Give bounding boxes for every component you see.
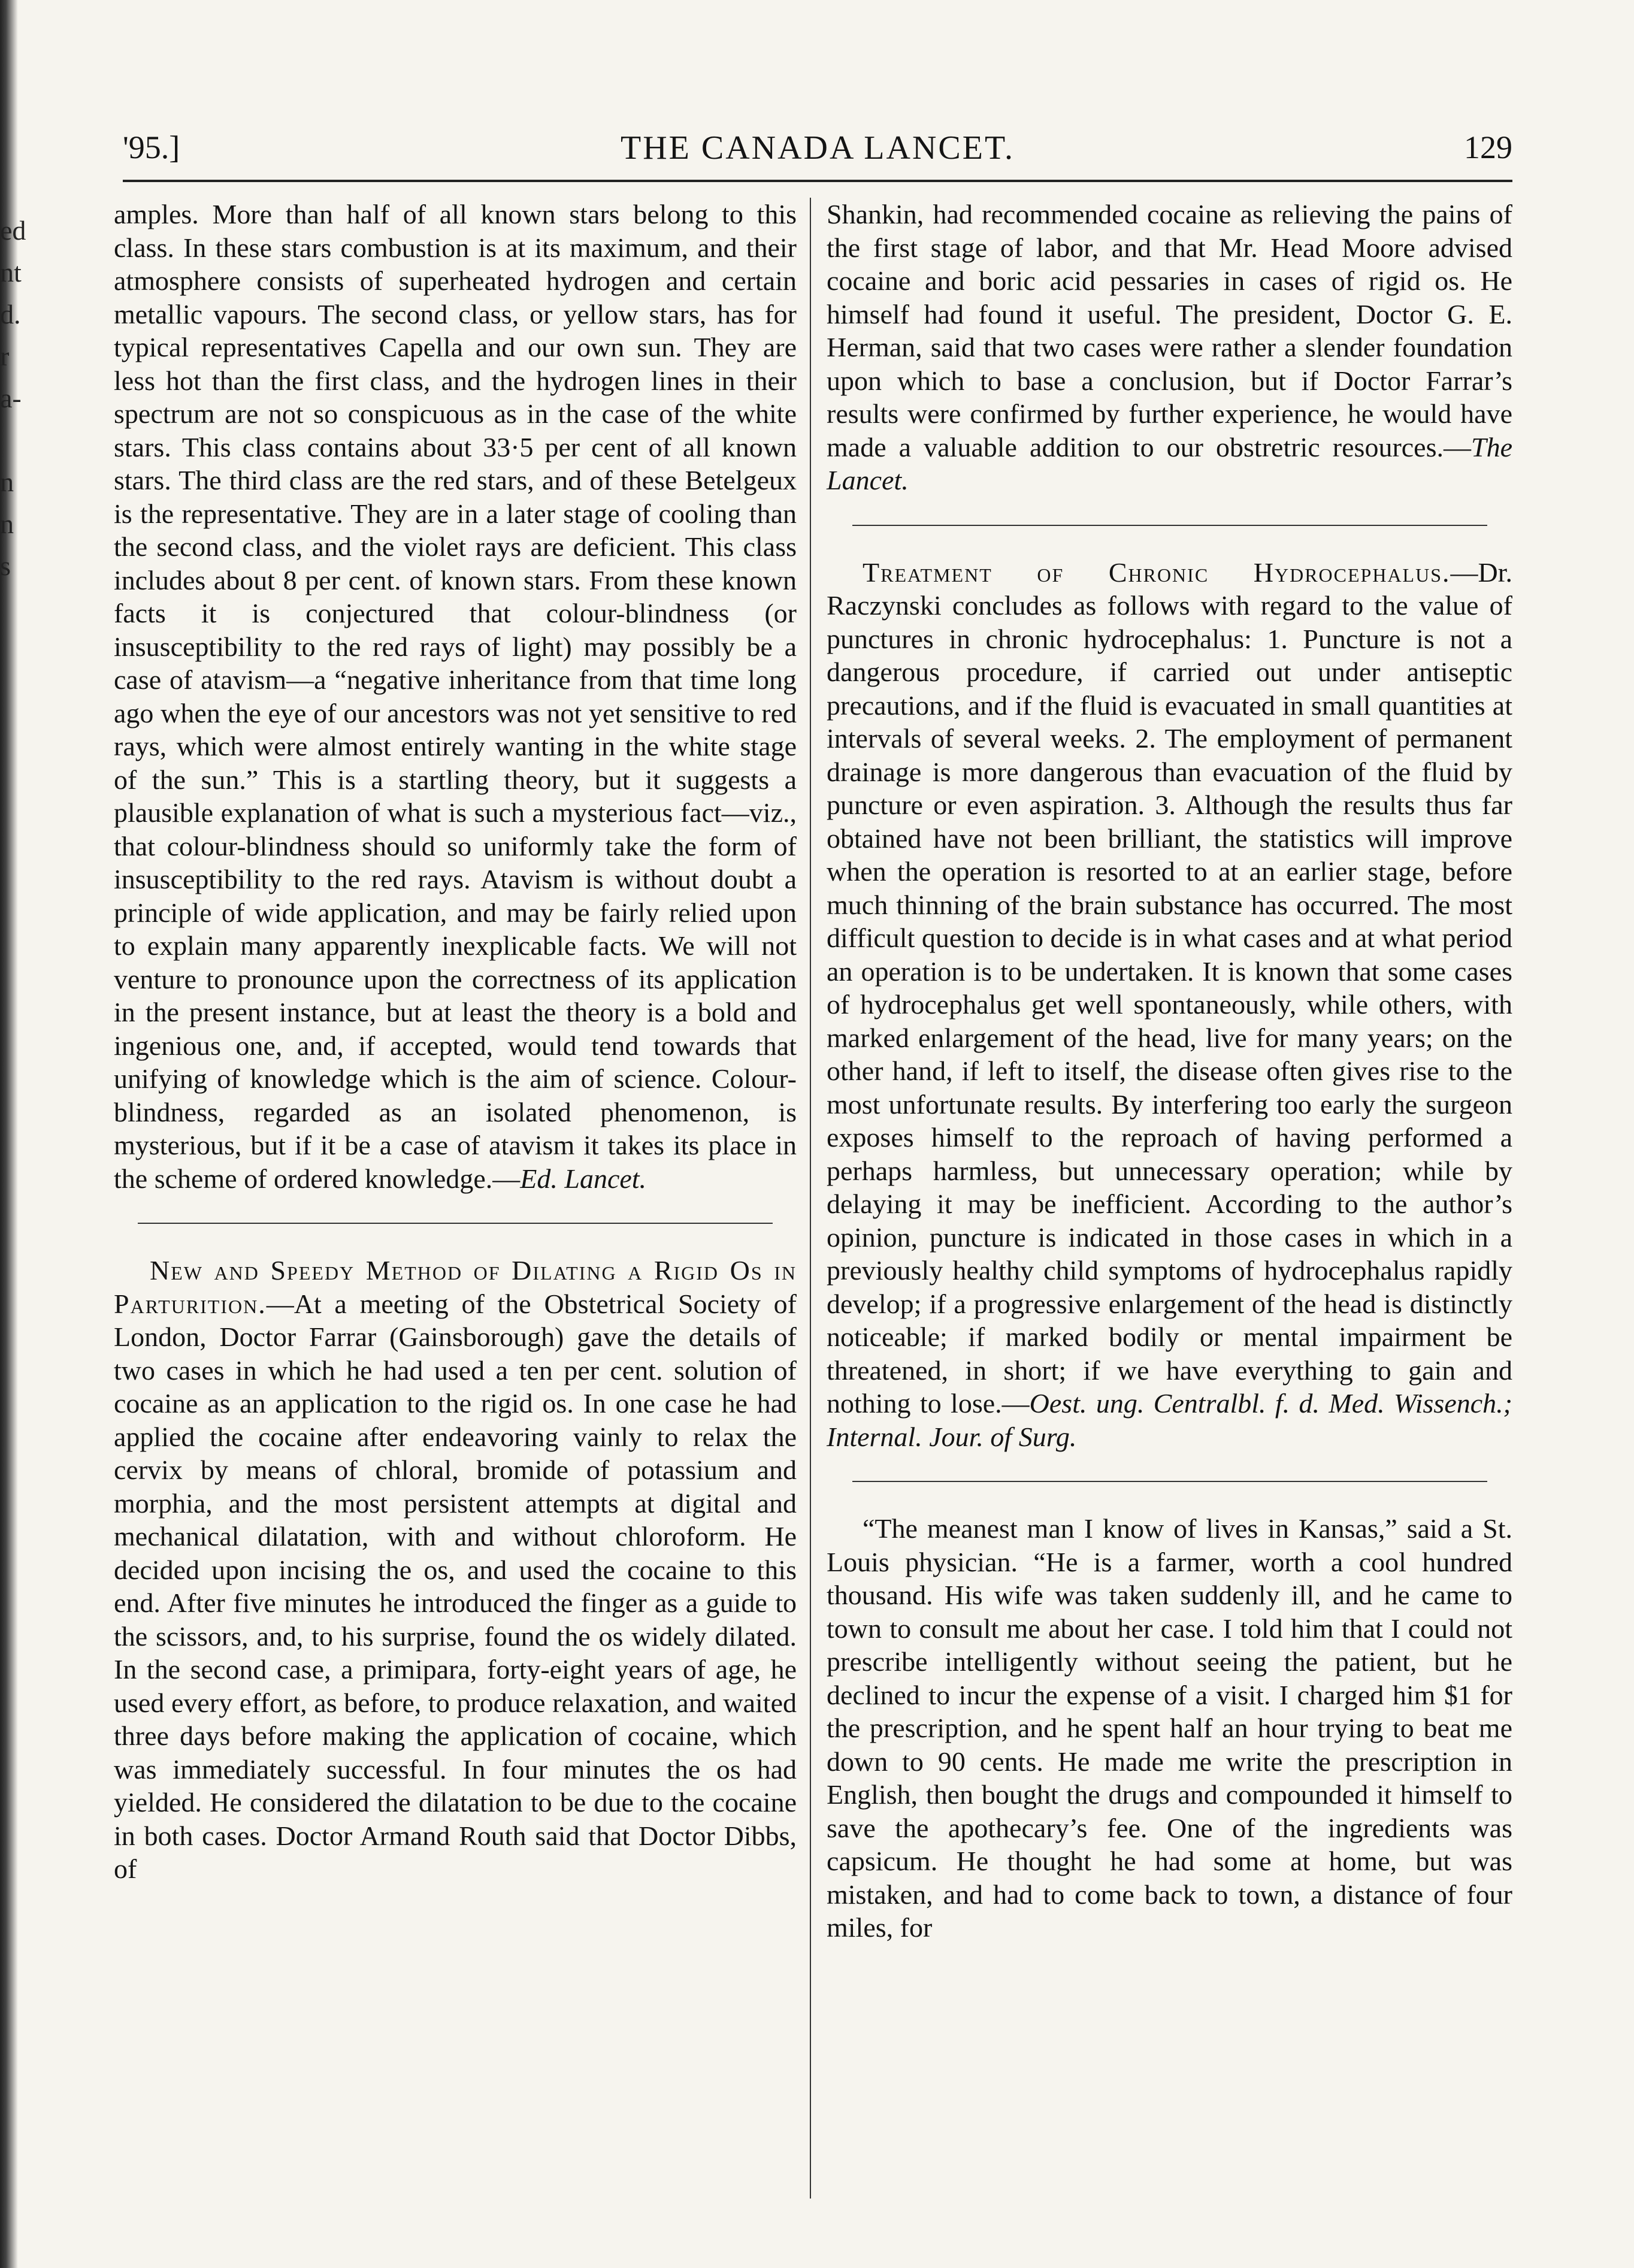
article-source: The Lancet. (827, 431, 1512, 495)
article-meanest-man (827, 1512, 1512, 1945)
edge-fragment: n (0, 467, 14, 497)
edge-fragment: s (0, 551, 11, 581)
article-cocaine-os (114, 1254, 797, 1886)
header-year: '95.] (123, 129, 180, 165)
edge-fragment: a- (0, 383, 22, 413)
article-source: Oest. ung. Centralbl. f. d. Med. Wissench.; Internal. Jour. of Surg. (827, 1388, 1512, 1452)
edge-fragment: r (0, 341, 10, 371)
right-column (827, 198, 1512, 1945)
adjacent-page-fragments (0, 210, 36, 587)
column-divider (810, 198, 811, 2199)
article-hydrocephalus (827, 556, 1512, 1454)
article-separator (138, 1223, 773, 1224)
running-header (123, 129, 1512, 177)
article-separator (852, 1481, 1487, 1482)
journal-title: THE CANADA LANCET. (620, 129, 1015, 167)
article-title: Treatment of Chronic Hydrocephalus. (863, 557, 1451, 588)
continued-article-text: amples. More than half of all known stars belong to this class. In these stars combustion is at its maximum, and their atmosphere consists of superheated hydrogen and certain metallic vapours. The second class, or yellow stars, has for typical representatives Capella and our own sun. They are less hot than the first class, and the hydrogen lines in their spectrum are not so conspicuous as in the case of the white stars. This class contains about 33·5 per cent of all known stars. The third class are the red stars, and of these Betelgeux is the representative. They are in a later stage of cooling than the second class, and the violet rays are deficient. This class includes about 8 per cent. of known stars. From these known facts it is conjectured that colour-blindness (or insusceptibility to the red rays of light) may possibly be a case of atavism—a “negative inheritance from that time long ago when the eye of our ancestors was not yet sensitive to red rays, which were almost entirely wanting in the white stage of the sun.” This is a startling theory, but it suggests a plausible explanation of what is such a mysterious fact—viz., that colour-blindness should so uniformly take the form of insusceptibility to the red rays. Atavism is without doubt a principle of wide application, and may be fairly relied upon to explain many apparently inexplicable facts. We will not venture to pronounce upon the correctness of its application in the present instance, but at least the theory is a bold and ingenious one, and, if accepted, would tend towards that unifying of knowledge which is the aim of science. Colour-blindness, regarded as an isolated phenomenon, is mysterious, but if it be a case of atavism it takes its place in the scheme of ordered knowledge.—Ed. Lancet. (114, 199, 797, 1194)
edge-fragment: ed (0, 215, 26, 246)
edge-fragment: n (0, 509, 14, 539)
article-body: —At a meeting of the Obstetrical Society of London, Doctor Farrar (Gainsborough) gave the details of two cases in which he had used a ten per cent. solution of cocaine as an application to the rigid os. In one case he had applied the cocaine after endeavoring vainly to relax the cervix by means of chloral, bromide of potassium and morphia, and the most persistent attempts at digital and mechanical dilatation, with and without chloroform. He decided upon incising the os, and used the cocaine to this end. After five minutes he introduced the finger as a guide to the scissors, and, to his surprise, found the os widely dilated. In the second case, a primipara, forty-eight years of age, he used every effort, as before, to produce relaxation, and waited three days before making the application of cocaine, which was immediately successful. In four minutes the os had yielded. He considered the dilatation to be due to the cocaine in both cases. Doctor Armand Routh said that Doctor Dibbs, of (114, 1288, 797, 1884)
edge-fragment: nt (0, 257, 22, 288)
edge-fragment (0, 419, 36, 461)
page-number: 129 (1464, 129, 1512, 165)
continued-article-source: Ed. Lancet. (520, 1163, 647, 1194)
article-separator (852, 525, 1487, 526)
article-cocaine-os-continuation: Shankin, had recommended cocaine as relieving the pains of the first stage of labor, and that Mr. Head Moore advised cocaine and boric acid pessaries in cases of rigid os. He himself had found it useful. The president, Doctor G. E. Herman, said that two cases were rather a slender foundation upon which to base a conclusion, but if Doctor Farrar’s results were confirmed by further experience, he would have made a valuable addition to our obstretric resources.—The Lancet. (827, 199, 1512, 495)
left-column (114, 198, 797, 1886)
article-body: —Dr. Raczynski concludes as follows with regard to the value of punctures in chronic hydrocephalus: 1. Puncture is not a dangerous procedure, if carried out under antiseptic precautions, and if the fluid is evacuated in small quantities at intervals of several weeks. 2. The employment of permanent drainage is more dangerous than evacuation of the fluid by puncture or even aspiration. 3. Although the results thus far obtained have not been brilliant, the statistics will improve when the operation is resorted to at an earlier stage, before much thinning of the brain substance has occurred. The most difficult question to decide is in what cases and at what period an operation is to be undertaken. It is known that some cases of hydrocephalus get well spontaneously, while others, with marked enlargement of the head, live for many years; on the other hand, if left to itself, the disease often gives rise to the most unfortunate results. By interfering too early the surgeon exposes himself to the reproach of having performed a perhaps harmless, but unnecessary operation; while by delaying it may be inefficient. According to the author’s opinion, puncture is indicated in those cases in which in a previously healthy child symptoms of hydrocephalus rapidly develop; if a progressive enlargement of the head is distinctly noticeable; if marked bodily or mental impairment be threatened, in short; if we have everything to gain and nothing to lose.— (827, 557, 1513, 1419)
article-body: “The meanest man I know of lives in Kansas,” said a St. Louis physician. “He is a farmer, worth a cool hundred thousand. His wife was taken suddenly ill, and he came to town to consult me about her case. I told him that I could not prescribe intelligently without seeing the patient, but he declined to incur the expense of a visit. I charged him $1 for the prescription, and he spent half an hour trying to beat me down to 90 cents. He made me write the prescription in English, then bought the drugs and compounded it himself to save the apothecary’s fee. One of the ingredients was capsicum. He thought he had some at home, but was mistaken, and had to come back to town, a distance of four miles, for (827, 1513, 1512, 1943)
article-title: New and Speedy Method of Dilating a Rigid Os in Parturition. (114, 1255, 797, 1319)
header-rule (123, 180, 1512, 182)
edge-fragment: d. (0, 299, 21, 329)
